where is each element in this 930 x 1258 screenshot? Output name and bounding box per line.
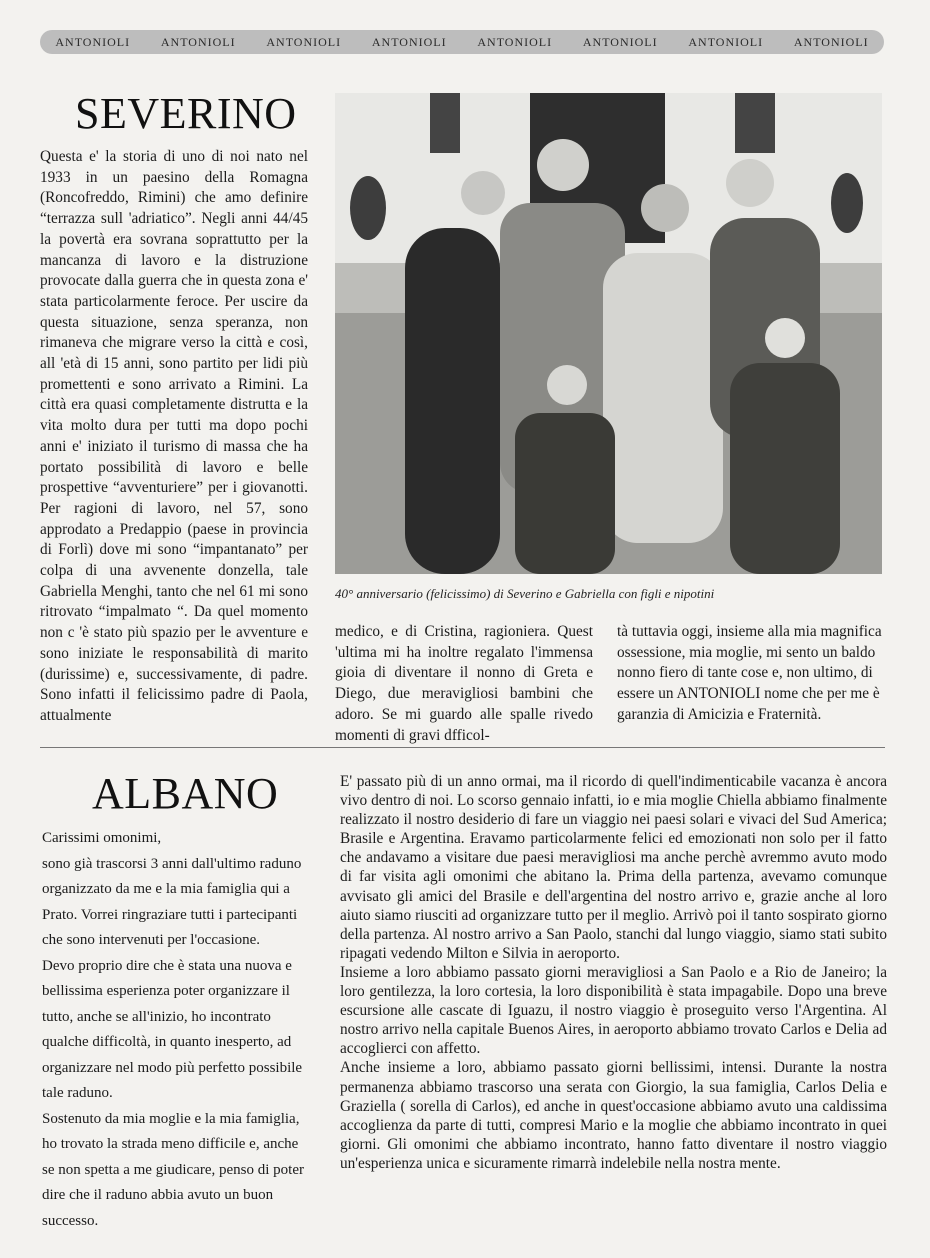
- albano-text-right: [340, 772, 887, 1173]
- albano-paragraph: Devo proprio dire che è stata una nuova e bellissima esperienza poter organizzare il tutto, anche se all'inizio, ho incontrato qualche difficoltà, in quanto inesperto, ad organizzare nel modo più perfetto possibile tale raduno.: [42, 957, 303, 1101]
- albano-paragraph: Sostenuto da mia moglie e la mia famiglia, ho trovato la strada meno difficile e, anche se non spetta a me giudicare, penso di poter dire che il raduno abbia avuto un buon successo.: [42, 1110, 305, 1229]
- header-label: ANTONIOLI: [371, 34, 447, 49]
- albano-title: ALBANO: [92, 769, 279, 818]
- severino-title: SEVERINO: [75, 89, 297, 138]
- severino-paragraph: medico, e di Cristina, ragioniera. Quest 'ultima mi ha inoltre regalato l'immensa gioia di diventare il nonno di Greta e Diego, due meravigliosi bambini che adoro. Se mi guardo alle spalle rivedo momenti di gravi dfficol-: [335, 623, 593, 744]
- header-label: ANTONIOLI: [266, 34, 342, 49]
- header-label: ANTONIOLI: [477, 34, 553, 49]
- header-label: ANTONIOLI: [582, 34, 658, 49]
- severino-paragraph: tà tuttavia oggi, insieme alla mia magnifica ossessione, mia moglie, mi sento un baldo nonno fiero di tante cose e, non ultimo, di essere un ANTONIOLI nome che per me è garanzia di Amicizia e Fraternità.: [617, 623, 882, 723]
- albano-paragraph: E' passato più di un anno ormai, ma il ricordo di quell'indimenticabile vacanza è ancora vivo dentro di noi. Lo scorso gennaio infatti, io e mia moglie Chiella abbiamo finalmente realizzato il nostro desiderio di fare un viaggio nei paesi solari e vivaci del Sud America; Brasile e Argentina. Eravamo particolarmente felici ed emozionati non solo per il fatto che andavamo a visitare due paesi meravigliosi ma anche perchè avremmo avuto modo di far visita agli omonimi che abitano la. Prima della partenza, avevamo comunque avvisato gli amici del Brasile e dell'argentina del nostro arrivo e, grazie anche al loro aiuto siamo riusciti ad organizzare tutto per il meglio. Arrivò poi il tanto sospirato giorno della partenza. Al nostro arrivo a San Paolo, stanchi dal lungo viaggio, siamo stati subito ripagati vedendo Milton e Silvia in aeroporto.: [340, 773, 887, 962]
- header-label: ANTONIOLI: [793, 34, 869, 49]
- albano-paragraph: sono già trascorsi 3 anni dall'ultimo raduno organizzato da me e la mia famiglia qui a Prato. Vorrei ringraziare tutti i partecipanti che sono intervenuti per l'occasione.: [42, 855, 302, 948]
- header-label: ANTONIOLI: [688, 34, 764, 49]
- family-photo: [335, 93, 882, 574]
- header-label: ANTONIOLI: [160, 34, 236, 49]
- severino-text-middle: [335, 622, 593, 746]
- section-divider: [40, 747, 885, 748]
- severino-paragraph: Questa e' la storia di uno di noi nato nel 1933 in un paesino della Romagna (Roncofreddo, Rimini) che amo definire “terrazza sull 'adriatico”. Negli anni 44/45 la povertà era sovrana soprattutto per la mancanza di lavoro e la distruzione provocate dalla guerra che in questa zona e' stata particolarmente feroce. Per uscire da questa situazione, senza speranza, non rimaneva che migrare verso la città e così, all 'età di 15 anni, sono partito per lidi più promettenti e sono arrivato a Rimini. La città era quasi completamente distrutta e la vita molto dura per tutti ma dopo pochi anni e' iniziato il turismo di massa che ha portato possibilità di lavoro e belle prospettive “avventuriere” per i giovanotti. Per ragioni di lavoro, nel 57, sono approdato a Predappio (paese in provincia di Forlì) dove mi sono “impantanato” per colpa di una avvenente donzella, tale Gabriella Menghi, tanto che nel 61 mi sono ritrovato “impalmato “. Da quel momento non c 'è stato più spazio per le avventure e sono iniziate le responsabilità di marito (durissime) e, successivamente, di padre. Sono infatti il felicissimo padre di Paola, attualmente: [40, 148, 308, 724]
- albano-paragraph: Carissimi omonimi,: [42, 830, 162, 846]
- family-photo-image: [335, 93, 882, 574]
- albano-text-left: [42, 826, 309, 1234]
- severino-text-right: [617, 622, 883, 726]
- severino-text-left: [40, 147, 308, 727]
- albano-paragraph: Insieme a loro abbiamo passato giorni meravigliosi a San Paolo e a Rio de Janeiro; la loro gentilezza, la loro cortesia, la loro disponibilità è stata impagabile. Dopo una breve escursione alle cascate di Iguazu, il nostro viaggio è proseguito verso l'Argentina. Al nostro arrivo nella capitale Buenos Aires, in aeroporto abbiamo trovato Carlos e Delia ad accoglierci con affetto.: [340, 963, 887, 1058]
- albano-paragraph: Anche insieme a loro, abbiamo passato giorni bellissimi, intensi. Durante la nostra permanenza abbiamo trascorso una serata con Giorgio, la sua famiglia, Carlos Delia e Graziella ( sorella di Carlos), ed anche in quest'occasione abbiamo avuto una caldissima accoglienza da parte di tutti, compresi Mario e la moglie che abbiamo incontrato in quei giorni. Gli omonimi che abbiamo incontrato, hanno fatto diventare il nostro viaggio un'esperienza unica e sicuramente rimarrà indelebile nella nostra mente.: [340, 1059, 887, 1172]
- header-label: ANTONIOLI: [55, 34, 131, 49]
- photo-caption: 40° anniversario (felicissimo) di Severino e Gabriella con figli e nipotini: [335, 586, 715, 601]
- header-banner: [40, 30, 884, 54]
